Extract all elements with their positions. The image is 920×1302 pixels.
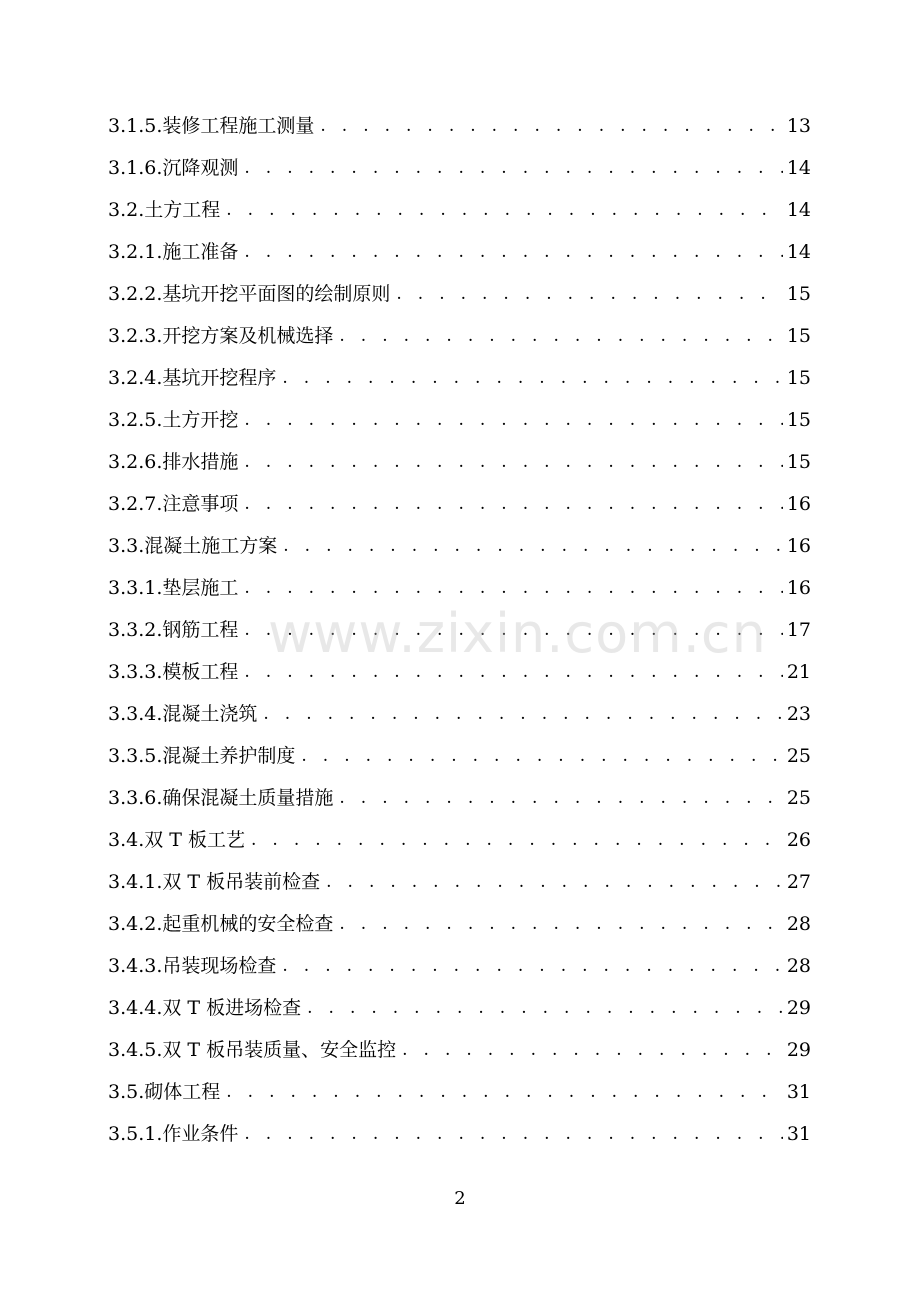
toc-dot-leader — [283, 538, 783, 555]
toc-entry-title: 3.3.5.混凝土养护制度 — [108, 744, 296, 767]
toc-entry[interactable] — [108, 1029, 811, 1071]
toc-entry-page: 21 — [786, 660, 811, 683]
toc-entry-title: 3.3.1.垫层施工 — [108, 576, 239, 599]
toc-entry-page: 28 — [786, 954, 811, 977]
toc-entry-title: 3.4.3.吊装现场检查 — [108, 954, 277, 977]
toc-entry-page: 14 — [786, 198, 811, 221]
toc-entry[interactable] — [108, 483, 811, 525]
toc-entry-page: 13 — [786, 114, 811, 137]
toc-entry[interactable] — [108, 357, 811, 399]
toc-entry-page: 31 — [786, 1122, 811, 1145]
toc-entry-title: 3.2.土方工程 — [108, 198, 221, 221]
toc-dot-leader — [320, 118, 782, 135]
toc-entry[interactable] — [108, 819, 811, 861]
toc-dot-leader — [226, 202, 783, 219]
toc-dot-leader — [263, 706, 782, 723]
toc-entry[interactable] — [108, 273, 811, 315]
toc-entry-page: 25 — [786, 786, 811, 809]
toc-dot-leader — [396, 286, 782, 303]
table-of-contents — [108, 105, 811, 1155]
toc-entry-title: 3.5.1.作业条件 — [108, 1122, 239, 1145]
toc-entry[interactable] — [108, 693, 811, 735]
toc-entry-title: 3.3.混凝土施工方案 — [108, 534, 278, 557]
toc-entry-page: 16 — [786, 534, 811, 557]
toc-entry-page: 17 — [786, 618, 811, 641]
toc-entry-title: 3.2.5.土方开挖 — [108, 408, 239, 431]
toc-entry[interactable] — [108, 735, 811, 777]
toc-dot-leader — [282, 958, 782, 975]
toc-entry-title: 3.2.3.开挖方案及机械选择 — [108, 324, 334, 347]
toc-entry-page: 31 — [786, 1080, 811, 1103]
toc-entry[interactable] — [108, 861, 811, 903]
toc-entry-page: 16 — [786, 492, 811, 515]
toc-entry-page: 25 — [786, 744, 811, 767]
toc-dot-leader — [244, 664, 782, 681]
toc-dot-leader — [244, 412, 782, 429]
toc-entry[interactable] — [108, 777, 811, 819]
toc-entry-page: 15 — [786, 366, 811, 389]
toc-entry-title: 3.4.双 T 板工艺 — [108, 828, 246, 851]
toc-dot-leader — [251, 832, 783, 849]
toc-entry-title: 3.4.2.起重机械的安全检查 — [108, 912, 334, 935]
toc-entry[interactable] — [108, 651, 811, 693]
toc-entry[interactable] — [108, 903, 811, 945]
toc-entry[interactable] — [108, 1113, 811, 1155]
toc-dot-leader — [244, 160, 782, 177]
toc-entry[interactable] — [108, 315, 811, 357]
toc-entry-page: 14 — [786, 156, 811, 179]
toc-dot-leader — [244, 244, 782, 261]
toc-entry-title: 3.1.5.装修工程施工测量 — [108, 114, 315, 137]
toc-entry-title: 3.3.2.钢筋工程 — [108, 618, 239, 641]
toc-entry[interactable] — [108, 945, 811, 987]
toc-entry-page: 15 — [786, 324, 811, 347]
toc-entry[interactable] — [108, 525, 811, 567]
toc-entry-title: 3.2.2.基坑开挖平面图的绘制原则 — [108, 282, 391, 305]
toc-dot-leader — [301, 748, 782, 765]
toc-dot-leader — [282, 370, 782, 387]
toc-entry-title: 3.3.3.模板工程 — [108, 660, 239, 683]
toc-entry-page: 26 — [786, 828, 811, 851]
toc-entry-title: 3.4.1.双 T 板吊装前检查 — [108, 870, 321, 893]
toc-entry-title: 3.3.6.确保混凝土质量措施 — [108, 786, 334, 809]
toc-dot-leader — [339, 328, 782, 345]
toc-entry-page: 16 — [786, 576, 811, 599]
toc-entry[interactable] — [108, 567, 811, 609]
toc-entry-page: 27 — [786, 870, 811, 893]
toc-entry-title: 3.2.6.排水措施 — [108, 450, 239, 473]
toc-dot-leader — [244, 580, 782, 597]
toc-entry-title: 3.5.砌体工程 — [108, 1080, 221, 1103]
toc-entry[interactable] — [108, 105, 811, 147]
toc-entry[interactable] — [108, 231, 811, 273]
toc-dot-leader — [402, 1042, 783, 1059]
toc-entry[interactable] — [108, 147, 811, 189]
toc-dot-leader — [339, 790, 782, 807]
toc-entry-page: 28 — [786, 912, 811, 935]
toc-dot-leader — [244, 454, 782, 471]
toc-entry-title: 3.4.5.双 T 板吊装质量、安全监控 — [108, 1038, 397, 1061]
toc-entry-page: 29 — [786, 1038, 811, 1061]
toc-entry-title: 3.2.4.基坑开挖程序 — [108, 366, 277, 389]
toc-dot-leader — [307, 1000, 783, 1017]
toc-entry-page: 15 — [786, 450, 811, 473]
toc-dot-leader — [244, 1126, 782, 1143]
toc-entry-page: 15 — [786, 408, 811, 431]
toc-entry[interactable] — [108, 1071, 811, 1113]
toc-entry-page: 14 — [786, 240, 811, 263]
toc-entry-title: 3.2.7.注意事项 — [108, 492, 239, 515]
toc-dot-leader — [326, 874, 783, 891]
toc-entry-page: 29 — [786, 996, 811, 1019]
toc-entry-title: 3.4.4.双 T 板进场检查 — [108, 996, 302, 1019]
toc-entry-title: 3.3.4.混凝土浇筑 — [108, 702, 258, 725]
toc-entry-page: 15 — [786, 282, 811, 305]
toc-entry-title: 3.1.6.沉降观测 — [108, 156, 239, 179]
toc-dot-leader — [339, 916, 782, 933]
toc-entry[interactable] — [108, 609, 811, 651]
toc-dot-leader — [244, 622, 782, 639]
toc-entry[interactable] — [108, 441, 811, 483]
toc-entry-page: 23 — [786, 702, 811, 725]
toc-entry[interactable] — [108, 987, 811, 1029]
page-number: 2 — [454, 1188, 466, 1209]
toc-entry[interactable] — [108, 399, 811, 441]
toc-dot-leader — [226, 1084, 783, 1101]
toc-entry-title: 3.2.1.施工准备 — [108, 240, 239, 263]
watermark: www.zixin.com.cn — [268, 602, 767, 665]
toc-entry[interactable] — [108, 189, 811, 231]
toc-dot-leader — [244, 496, 782, 513]
